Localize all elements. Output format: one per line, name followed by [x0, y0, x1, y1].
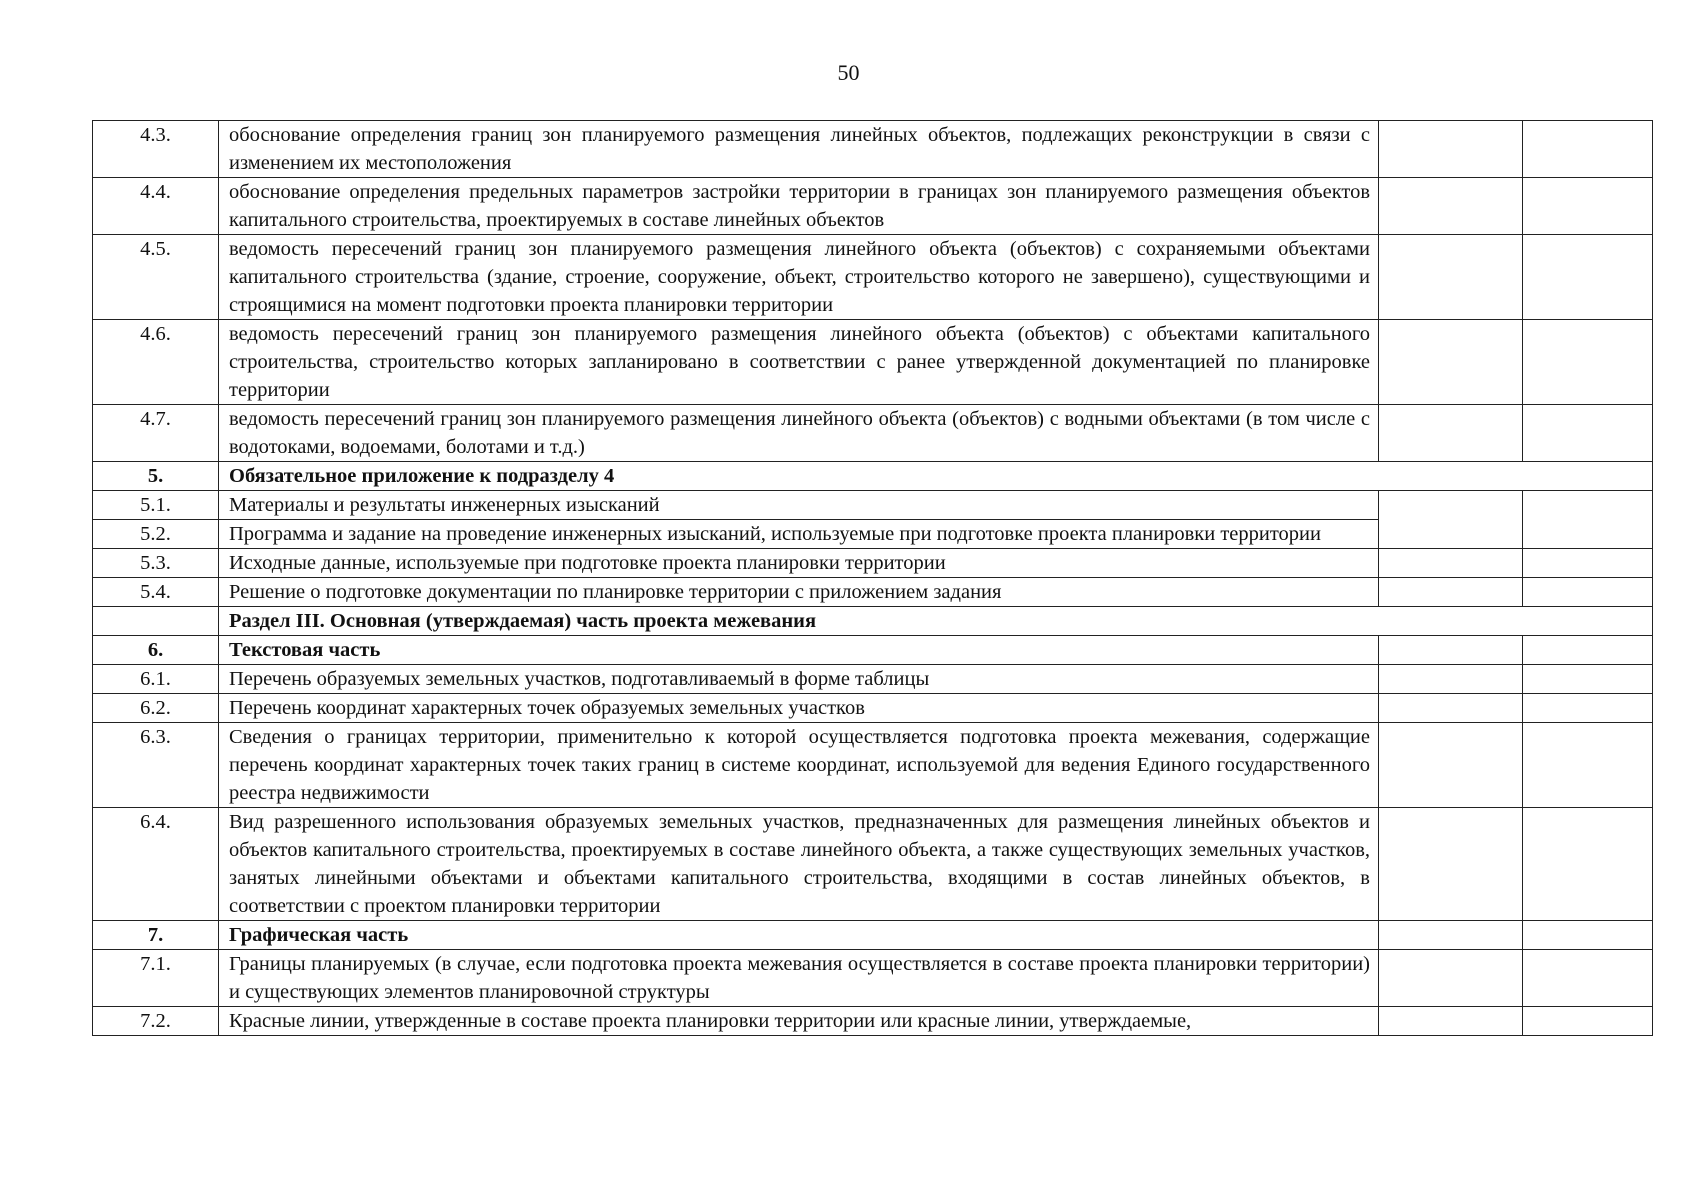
empty-cell [1523, 178, 1653, 235]
table-row [93, 549, 1653, 578]
row-text: Материалы и результаты инженерных изысканий [219, 491, 1379, 520]
section-row [93, 607, 1653, 636]
row-text: Текстовая часть [219, 636, 1379, 665]
empty-cell [1379, 178, 1523, 235]
table-row [93, 405, 1653, 462]
row-text: ведомость пересечений границ зон планируемого размещения линейного объекта (объектов) с объектами капитального строительства, строительство которых запланировано в соответствии с ранее утвержденной документацией по планировке территории [219, 320, 1379, 405]
row-number: 6.2. [93, 694, 219, 723]
empty-cell [1379, 405, 1523, 462]
row-text: Раздел III. Основная (утверждаемая) часть проекта межевания [219, 607, 1653, 636]
row-number: 5.2. [93, 520, 219, 549]
empty-cell [1523, 694, 1653, 723]
table-row [93, 491, 1653, 520]
row-text: Сведения о границах территории, применительно к которой осуществляется подготовка проекта межевания, содержащие перечень координат характерных точек таких границ в системе координат, используемой для ведения Единого государственного реестра недвижимости [219, 723, 1379, 808]
row-number: 4.4. [93, 178, 219, 235]
empty-cell [1379, 121, 1523, 178]
row-text: Вид разрешенного использования образуемых земельных участков, предназначенных для размещения линейных объектов и объектов капитального строительства, проектируемых в составе линейного объекта, а также существующих земельных участков, занятых линейными объектами и объектами капитального строительства, входящими в состав линейных объектов, в соответствии с проектом планировки территории [219, 808, 1379, 921]
empty-cell [1523, 950, 1653, 1007]
empty-cell [1523, 578, 1653, 607]
empty-cell [1523, 921, 1653, 950]
row-text: Исходные данные, используемые при подготовке проекта планировки территории [219, 549, 1379, 578]
row-number: 5.4. [93, 578, 219, 607]
section-row [93, 921, 1653, 950]
document-table [92, 120, 1653, 1036]
row-number: 6.3. [93, 723, 219, 808]
row-number: 4.5. [93, 235, 219, 320]
row-number: 7.2. [93, 1007, 219, 1036]
row-text: ведомость пересечений границ зон планируемого размещения линейного объекта (объектов) с сохраняемыми объектами капитального строительства (здание, строение, сооружение, объект, строительство которого не завершено), существующими и строящимися на момент подготовки проекта планировки территории [219, 235, 1379, 320]
empty-cell [1523, 1007, 1653, 1036]
row-text: Границы планируемых (в случае, если подготовка проекта межевания осуществляется в составе проекта планировки территории) и существующих элементов планировочной структуры [219, 950, 1379, 1007]
row-text: ведомость пересечений границ зон планируемого размещения линейного объекта (объектов) с водными объектами (в том числе с водотоками, водоемами, болотами и т.д.) [219, 405, 1379, 462]
row-number: 5.1. [93, 491, 219, 520]
section-row [93, 462, 1653, 491]
empty-cell [1379, 921, 1523, 950]
row-number: 6.1. [93, 665, 219, 694]
empty-cell [1379, 549, 1523, 578]
row-number: 4.6. [93, 320, 219, 405]
table-row [93, 578, 1653, 607]
empty-cell [1379, 723, 1523, 808]
empty-cell [1523, 235, 1653, 320]
row-number [93, 607, 219, 636]
empty-cell [1523, 808, 1653, 921]
empty-cell [1523, 636, 1653, 665]
row-text: Обязательное приложение к подразделу 4 [219, 462, 1653, 491]
row-number: 5. [93, 462, 219, 491]
row-text: Графическая часть [219, 921, 1379, 950]
page-number: 50 [837, 60, 860, 85]
row-number: 5.3. [93, 549, 219, 578]
empty-cell [1379, 578, 1523, 607]
row-number: 7.1. [93, 950, 219, 1007]
empty-cell [1379, 665, 1523, 694]
row-text: обоснование определения границ зон планируемого размещения линейных объектов, подлежащих реконструкции в связи с изменением их местоположения [219, 121, 1379, 178]
empty-cell [1379, 808, 1523, 921]
row-number: 7. [93, 921, 219, 950]
table-row [93, 121, 1653, 178]
empty-cell [1523, 665, 1653, 694]
table-row [93, 665, 1653, 694]
row-number: 6.4. [93, 808, 219, 921]
empty-cell [1523, 121, 1653, 178]
table-row [93, 320, 1653, 405]
table-row [93, 950, 1653, 1007]
row-number: 4.7. [93, 405, 219, 462]
row-text: обоснование определения предельных параметров застройки территории в границах зон планируемого размещения объектов капитального строительства, проектируемых в составе линейных объектов [219, 178, 1379, 235]
row-text: Программа и задание на проведение инженерных изысканий, используемые при подготовке проекта планировки территории [219, 520, 1379, 549]
table-row [93, 178, 1653, 235]
empty-cell [1379, 235, 1523, 320]
row-text: Красные линии, утвержденные в составе проекта планировки территории или красные линии, утверждаемые, [219, 1007, 1379, 1036]
table-row [93, 694, 1653, 723]
empty-cell [1379, 694, 1523, 723]
table-body [93, 121, 1653, 1036]
empty-cell [1379, 1007, 1523, 1036]
section-row [93, 636, 1653, 665]
row-text: Перечень образуемых земельных участков, подготавливаемый в форме таблицы [219, 665, 1379, 694]
table-row [93, 235, 1653, 320]
empty-cell [1523, 320, 1653, 405]
empty-cell [1523, 405, 1653, 462]
table-row [93, 723, 1653, 808]
row-text: Решение о подготовке документации по планировке территории с приложением задания [219, 578, 1379, 607]
row-text: Перечень координат характерных точек образуемых земельных участков [219, 694, 1379, 723]
empty-cell [1523, 491, 1653, 549]
table-row [93, 1007, 1653, 1036]
table-row [93, 808, 1653, 921]
row-number: 4.3. [93, 121, 219, 178]
empty-cell [1379, 950, 1523, 1007]
empty-cell [1379, 636, 1523, 665]
empty-cell [1523, 723, 1653, 808]
empty-cell [1379, 491, 1523, 549]
empty-cell [1523, 549, 1653, 578]
empty-cell [1379, 320, 1523, 405]
row-number: 6. [93, 636, 219, 665]
